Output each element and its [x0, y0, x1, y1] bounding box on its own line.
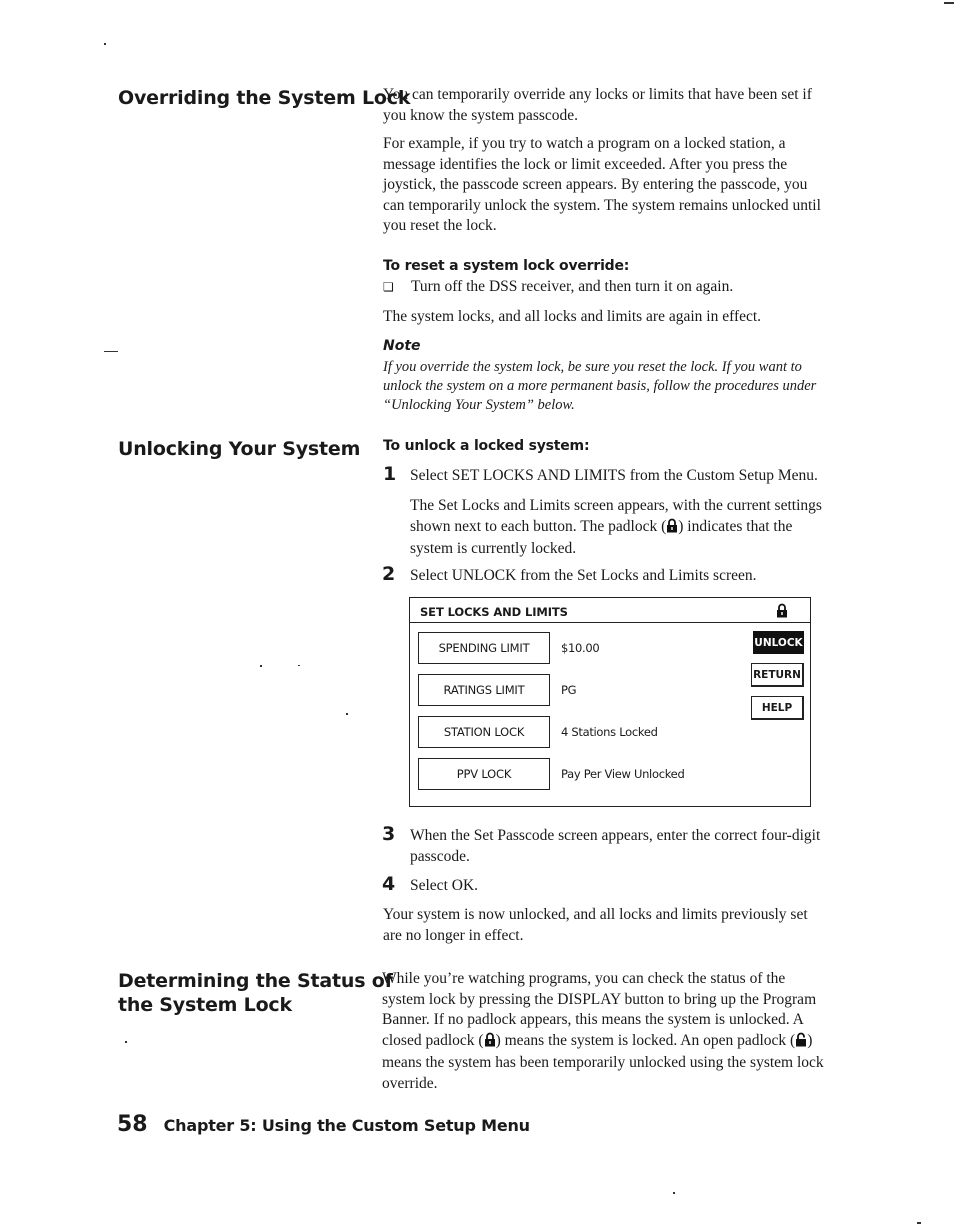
ratings-limit-button[interactable]: RATINGS LIMIT — [418, 674, 550, 706]
help-button[interactable]: HELP — [751, 696, 804, 720]
unlock-result — [383, 905, 873, 946]
scan-speck — [104, 43, 106, 45]
text-line: system is currently locked. — [410, 540, 577, 557]
step-1-text: Select SET LOCKS AND LIMITS from the Custom Setup Menu. — [410, 467, 818, 484]
text-line: “Unlocking Your System” below. — [383, 397, 575, 413]
reset-override-heading: To reset a system lock override: — [383, 258, 630, 274]
text-line: means the system has been temporarily unlocked using the system lock — [382, 1054, 824, 1071]
station-lock-value: 4 Stations Locked — [561, 725, 658, 739]
override-example — [383, 134, 883, 237]
text-line: closed padlock ( ) means the system is locked. An open padlock ( ) — [382, 1031, 882, 1054]
return-button[interactable]: RETURN — [751, 663, 804, 687]
step-number: 3 — [382, 823, 396, 845]
unlock-procedure-heading: To unlock a locked system: — [383, 438, 590, 454]
set-locks-and-limits-screen — [409, 597, 811, 807]
padlock-open-icon — [795, 1032, 807, 1054]
step-4-text: Select OK. — [410, 877, 479, 894]
chapter-title: Chapter 5: Using the Custom Setup Menu — [163, 1116, 530, 1135]
checkbox-bullet-icon: ❏ — [383, 280, 394, 294]
step-2-text: Select UNLOCK from the Set Locks and Limits screen. — [410, 567, 757, 584]
text-line: the System Lock — [118, 994, 292, 1016]
text-line: system lock by pressing the DISPLAY button to bring up the Program — [382, 990, 817, 1008]
text-line: The Set Locks and Limits screen appears, with the current settings — [410, 497, 822, 514]
text-line: Determining the Status of — [118, 970, 393, 992]
ratings-limit-value: PG — [561, 683, 577, 697]
ppv-lock-button[interactable]: PPV LOCK — [418, 758, 550, 790]
override-intro — [383, 85, 873, 126]
note-label: Note — [383, 338, 421, 354]
text-line: For example, if you try to watch a program on a locked station, a — [383, 135, 786, 152]
scan-speck — [104, 351, 118, 352]
text-line: passcode. — [410, 847, 470, 865]
text-line: While you’re watching programs, you can check the status of the — [382, 970, 786, 987]
text-line: Turn off the DSS receiver, and then turn it on again. — [411, 278, 734, 295]
text-line: Your system is now unlocked, and all locks and limits previously set — [383, 906, 808, 923]
text-line: Banner. If no padlock appears, this means the system is unlocked. A — [382, 1011, 804, 1028]
reset-step — [383, 277, 883, 298]
text-line: message identifies the lock or limit exceeded. After you press the — [383, 155, 788, 173]
text-line: shown next to each button. The padlock ( ) indicates that the — [410, 517, 880, 540]
scan-speck — [673, 1192, 675, 1194]
station-lock-button[interactable]: STATION LOCK — [418, 716, 550, 748]
spending-limit-value: $10.00 — [561, 641, 600, 655]
scan-speck — [125, 1041, 127, 1043]
text-line: When the Set Passcode screen appears, enter the correct four-digit — [410, 827, 821, 844]
step-number: 4 — [382, 873, 396, 895]
text-line: unlock the system on a more permanent basis, follow the procedures under — [383, 378, 817, 394]
scan-speck — [346, 713, 348, 715]
text-line: override. — [382, 1074, 438, 1092]
relock-text: The system locks, and all locks and limits are again in effect. — [383, 308, 762, 325]
status-explanation — [382, 969, 882, 1094]
section-heading-unlocking: Unlocking Your System — [118, 438, 361, 460]
page-number: 58 — [117, 1112, 148, 1137]
step-3-text — [410, 826, 880, 867]
text-line: You can temporarily override any locks or limits that have been set if — [383, 86, 812, 103]
section-heading-override: Overriding the System Lock — [118, 87, 411, 109]
page-footer — [117, 1112, 530, 1137]
ppv-lock-value: Pay Per View Unlocked — [561, 767, 685, 781]
title-divider — [410, 622, 810, 623]
spending-limit-button[interactable]: SPENDING LIMIT — [418, 632, 550, 664]
padlock-closed-icon — [776, 603, 788, 623]
padlock-closed-icon — [666, 518, 678, 540]
scan-speck — [298, 665, 300, 666]
scan-speck — [260, 665, 262, 667]
scan-speck — [944, 2, 954, 4]
unlock-button[interactable]: UNLOCK — [753, 631, 804, 654]
text-line: are no longer in effect. — [383, 926, 524, 944]
section-heading-status — [118, 969, 393, 1017]
padlock-closed-icon — [484, 1032, 496, 1054]
text-line: If you override the system lock, be sure you reset the lock. If you want to — [383, 359, 802, 375]
step-1-detail — [410, 496, 880, 560]
text-line: joystick, the passcode screen appears. By entering the passcode, you — [383, 176, 808, 193]
step-number: 2 — [382, 563, 396, 585]
note-text — [383, 358, 873, 415]
text-line: you reset the lock. — [383, 217, 497, 234]
text-line: can temporarily unlock the system. The system remains unlocked until — [383, 196, 821, 214]
step-number: 1 — [383, 463, 397, 485]
screen-title: SET LOCKS AND LIMITS — [420, 605, 568, 619]
scan-speck — [917, 1222, 921, 1224]
text-line: you know the system passcode. — [383, 106, 579, 124]
